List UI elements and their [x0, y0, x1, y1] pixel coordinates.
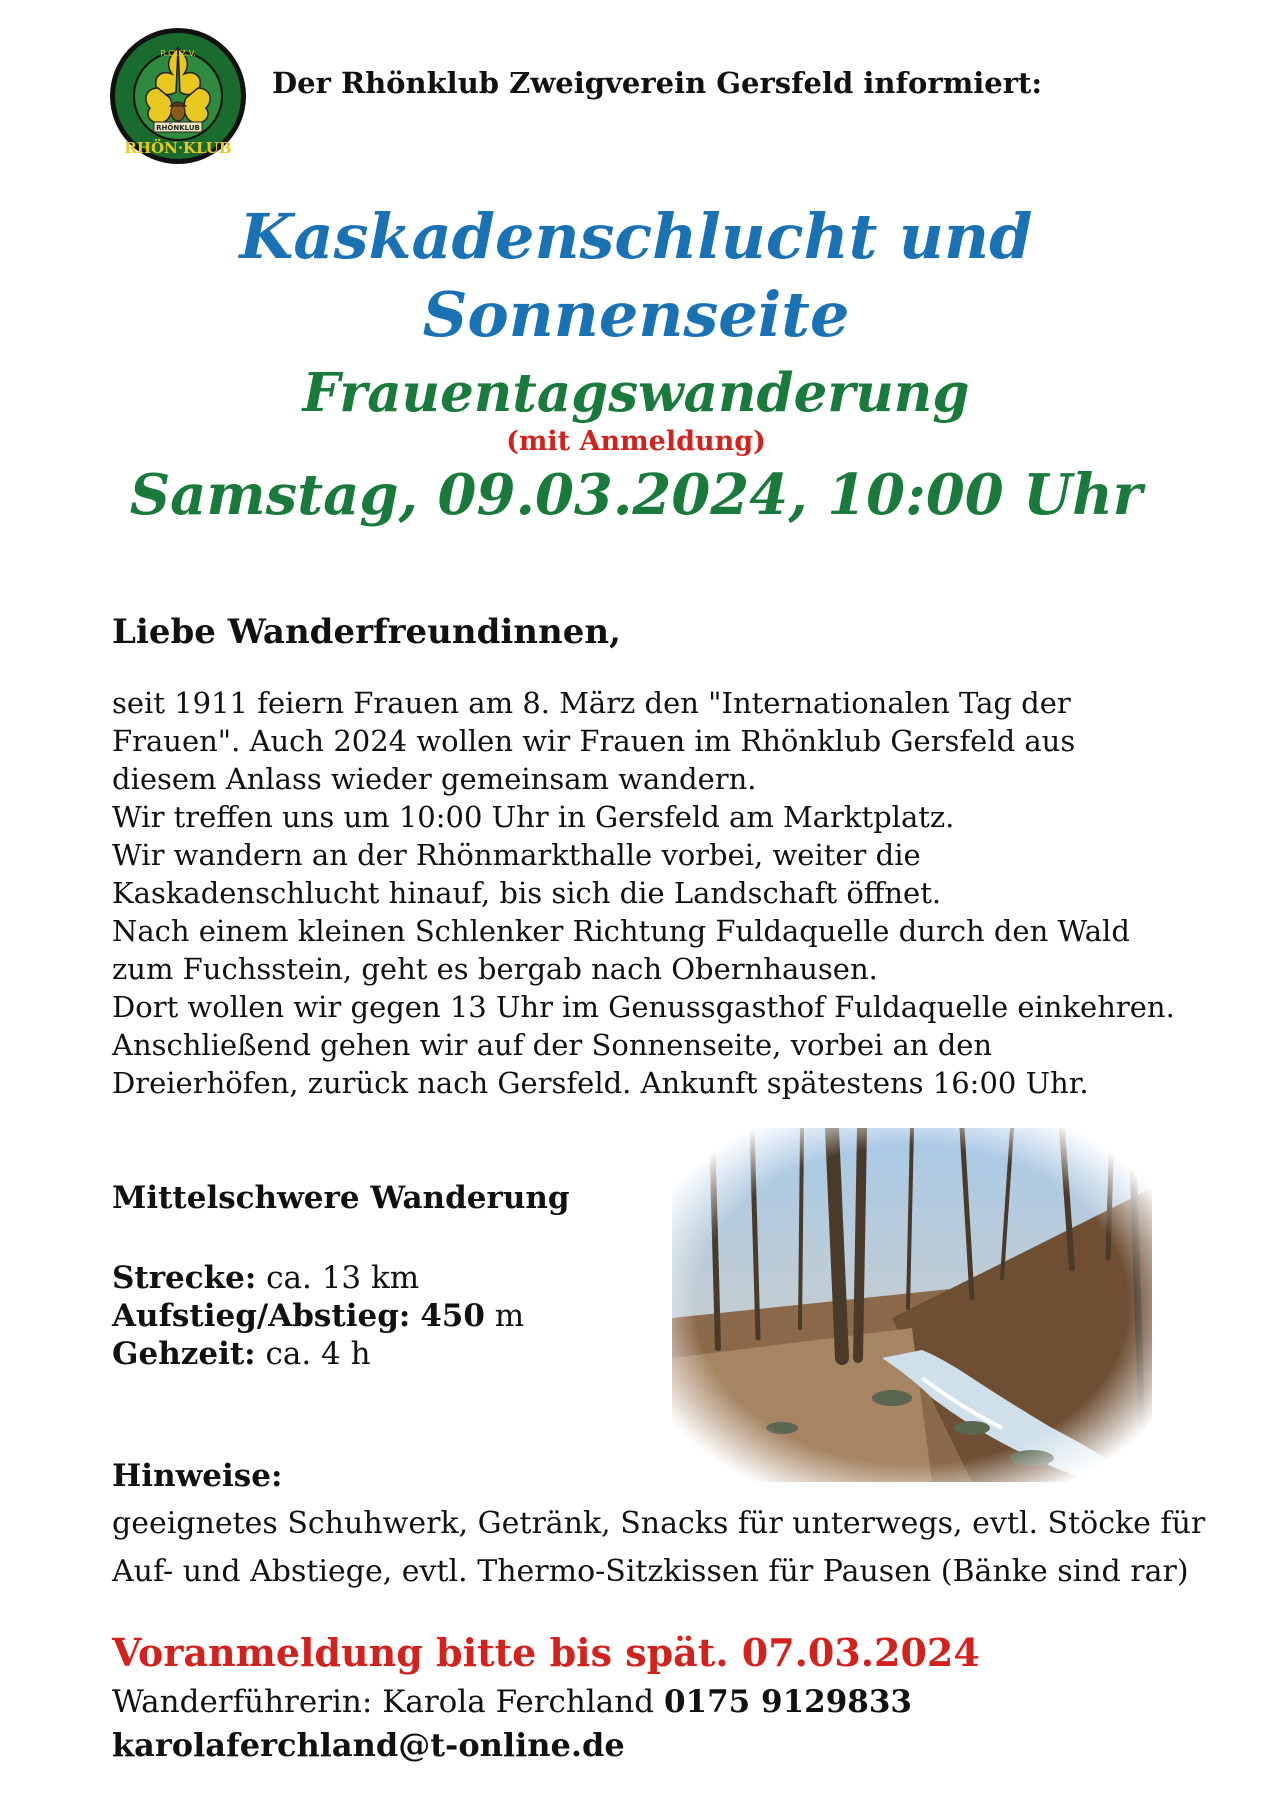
description-line: seit 1911 feiern Frauen am 8. März den "Internationalen Tag der — [112, 686, 1071, 720]
logo-ring-text: RHÖN·KLUB — [124, 139, 232, 157]
elevation-label: Aufstieg/Abstieg: — [112, 1298, 411, 1334]
duration-value: ca. 4 h — [265, 1336, 371, 1372]
guide-name: Wanderführerin: Karola Ferchland — [112, 1684, 655, 1720]
hike-guide — [112, 1684, 912, 1720]
distance-label: Strecke: — [112, 1260, 257, 1296]
logo-banner-text: RHÖNKLUB — [156, 124, 200, 132]
description-line: Dreierhöfen, zurück nach Gersfeld. Ankunft spätestens 16:00 Uhr. — [112, 1066, 1089, 1100]
guide-email-link[interactable]: karolaferchland@t-online.de — [112, 1726, 625, 1764]
difficulty-label: Mittelschwere Wanderung — [112, 1180, 570, 1216]
description-line: diesem Anlass wieder gemeinsam wandern. — [112, 762, 757, 796]
duration-stat — [112, 1336, 371, 1372]
description-line: Anschließend gehen wir auf der Sonnenseite, vorbei an den — [112, 1028, 993, 1062]
logo-top-text: R.CL.Z.V. — [160, 49, 196, 58]
org-announcement: Der Rhönklub Zweigverein Gersfeld informiert: — [272, 66, 1043, 100]
hints-line: Auf- und Abstiege, evtl. Thermo-Sitzkissen für Pausen (Bänke sind rar) — [112, 1554, 1189, 1589]
hints-text — [112, 1500, 1212, 1596]
registration-deadline: Voranmeldung bitte bis spät. 07.03.2024 — [112, 1630, 980, 1675]
description-line: Nach einem kleinen Schlenker Richtung Fuldaquelle durch den Wald — [112, 914, 1130, 948]
description-line: Dort wollen wir gegen 13 Uhr im Genussgasthof Fuldaquelle einkehren. — [112, 990, 1175, 1024]
acorn-icon — [170, 102, 186, 121]
rhoenklub-logo-icon — [108, 26, 248, 166]
registration-note: (mit Anmeldung) — [506, 426, 766, 457]
forest-stream-photo-icon — [672, 1128, 1152, 1482]
elevation-value: 450 — [420, 1298, 485, 1334]
hints-line: geeignetes Schuhwerk, Getränk, Snacks für unterwegs, evtl. Stöcke für — [112, 1506, 1206, 1541]
page-title-line1: Kaskadenschlucht und — [239, 200, 1033, 273]
description-text — [112, 684, 1212, 1102]
description-line: Wir wandern an der Rhönmarkthalle vorbei, weiter die — [112, 838, 921, 872]
guide-phone[interactable]: 0175 9129833 — [663, 1684, 912, 1720]
greeting: Liebe Wanderfreundinnen, — [112, 612, 621, 652]
elevation-unit: m — [494, 1298, 525, 1334]
duration-label: Gehzeit: — [112, 1336, 256, 1372]
hints-heading: Hinweise: — [112, 1458, 283, 1494]
description-line: Frauen". Auch 2024 wollen wir Frauen im Rhönklub Gersfeld aus — [112, 724, 1076, 758]
description-line: Wir treffen uns um 10:00 Uhr in Gersfeld am Marktplatz. — [112, 800, 955, 834]
elevation-stat — [112, 1298, 524, 1334]
page-title-line2: Sonnenseite — [422, 278, 850, 351]
description-line: Kaskadenschlucht hinauf, bis sich die Landschaft öffnet. — [112, 876, 942, 910]
distance-stat — [112, 1260, 419, 1296]
distance-value: ca. 13 km — [266, 1260, 420, 1296]
description-line: zum Fuchsstein, geht es bergab nach Obernhausen. — [112, 952, 878, 986]
event-date-time: Samstag, 09.03.2024, 10:00 Uhr — [129, 462, 1143, 528]
event-subtitle: Frauentagswanderung — [302, 362, 970, 424]
